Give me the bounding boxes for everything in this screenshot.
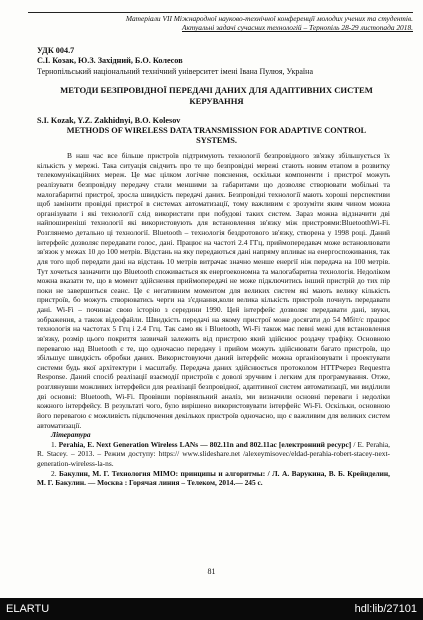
reference-2-number: 2. bbox=[51, 468, 57, 478]
header-line-2: Актуальні задачі сучасних технологій – Тернопіль 28-29 листопада 2018. bbox=[182, 23, 413, 33]
page-number: 81 bbox=[207, 567, 216, 576]
reference-2 bbox=[37, 469, 390, 488]
article-body bbox=[37, 151, 390, 488]
affiliation: Тернопільський національний технічний університет імені Івана Пулюя, Україна bbox=[37, 67, 313, 76]
reference-2-bold: Бакулин, М. Г. Технология MIMO: принципы и алгоритмы: / Л. А. Варукина, В. Б. Крейнделин, М. Г. Бакулин. — Москва : Горячая линия – Телеком, 2014.— 245 с. bbox=[37, 468, 390, 488]
authors-english: S.I. Kozak, Y.Z. Zakhidnyi, B.O. Kolesov bbox=[37, 116, 181, 125]
body-paragraph: В наш час все більше пристроїв підтримують технології безпровідного зв'язку збільшується їх кількість у мережі. Така ситуація свідчить про те що безпровідні мережі стають новим етапом в розвитку телекомунікаційних мереж. Це має цілком логічне пояснення, оскільки компоненти і пристрої можуть реалізувати безпровідну передачу стали меншими за габаритами що дозволяє створювати мобільні та малогабаритні пристрої, зросла швидкість передачі даних. Безпровідні технології мають хороші перспективи щоб замінити провідні пристрої в системах автоматизації, тому важливим є зрозуміти яким чином можна організувати і які технології слід використати при побудові таких систем. Зараз можна відзначити дві найпоширеніші технології які використовують для встановлення зв'язку між пристроями:BluetoothWi-Fi. Розглянемо детально ці технології. Bluetooth – технологія бездротового зв'язку, створена у 1998 році. Даний інтерфейс дозволяє передавати голос, дані. Працює на частоті 2.4 ГГц, приймопередавач може встановлювати зв'язок у межах 10 до 100 метрів. Відстань на яку передаються дані напряму впливає на енергоспоживання, так для того щоб передати дані на відстань 10 метрів витрачає значно менше енергії ніж передача на 100 метрів. Тут хочеться зазначити що Bluetooth споживається як енергоекономна та малогабаритна технологія. Недоліком можна вказати те, що в момент здійснення приймопередачі не може підключитись інший пристрій до тих пір поки не завершиться сеанс. Це є негативним моментом для великих систем які мають велику кількість пристроїв, бо можуть створюватись черги на з'єднання,коли велика кількість пристроїв почнуть передавати дані. Wi-Fi – починає свою історію з середини 1990. Цей інтерфейс дозволяє передавати дані, звуки, зображення, а також відеофайли. Швидкість передачі на якому пристрої може досягати до 54 Мбіт/с працює технологія на частотах 5 Ггц і 2.4 Ггц. Так само як і Bluetooth, Wi-Fi також має певні межі для встановлення зв'язку, розмір цього покриття зазвичай залежить від пристрою який здійснює роздачу трафіку. Основною перевагою над Bluetooth є те, що одночасно передачу і прийом можуть здійснювати багато пристроїв, що збільшує швидкість обробки даних. Використовуючи даний інтерфейс можна організовувати і проектувати системи будь якої архітектури і масштабу. Передача даних здійснюється протоколом HTTPчерез Requestта Response. Даний спосіб реалізації взаємодії пристроїв є доволі зручним і легким для програмування. Отже, розглянувши можливих інтерфейси для реалізації безпровідної, адаптивної систем автоматизації, ми виділили дві основні: Bluetooth, Wi-Fi. Провівши порівняльний аналіз, ми визначили основні переваги і недоліки кожного інтерфейсу. В результаті чого, було вирішено використовувати інтерфейс Wi-Fi. Оскільки, основною його перевагою є можливість підключення декількох пристроїв одночасно, що є важливим для великих систем автоматизації. bbox=[37, 151, 390, 430]
reference-1-bold: Perahia, E. Next Generation Wireless LANs — 802.11n and 802.11ac [електронний ресурс] bbox=[58, 439, 352, 449]
literature-heading: Література bbox=[51, 430, 91, 440]
handle-id: hdl:lib/27101 bbox=[354, 603, 417, 615]
viewer-footer-bar bbox=[0, 598, 423, 620]
reference-1-number: 1. bbox=[51, 439, 57, 449]
running-header bbox=[28, 12, 413, 32]
title-english: METHODS OF WIRELESS DATA TRANSMISSION FOR ADAPTIVE CONTROL SYSTEMS. bbox=[66, 126, 367, 145]
repository-name: ELARTU bbox=[6, 603, 50, 615]
udc-code: УДК 004.7 bbox=[37, 46, 75, 55]
header-line-1: Матеріали VII Міжнародної науково-технічної конференції молодих учених та студентів. bbox=[28, 12, 413, 23]
reference-1-rest: / E. Perahia, R. Stacey. – 2013. – Режим доступу: https:// www.slideshare.net /alexeymisovec/eldad-perahia-robert-stacey-next-generation-wireless-la-ns. bbox=[37, 439, 390, 468]
reference-1 bbox=[37, 440, 390, 469]
authors-ukrainian: С.І. Козак, Ю.З. Західний, Б.О. Колесов bbox=[37, 56, 183, 65]
title-ukrainian: МЕТОДИ БЕЗПРОВІДНОЇ ПЕРЕДАЧІ ДАНИХ ДЛЯ АДАПТИВНИХ СИСТЕМ КЕРУВАННЯ bbox=[60, 85, 373, 106]
